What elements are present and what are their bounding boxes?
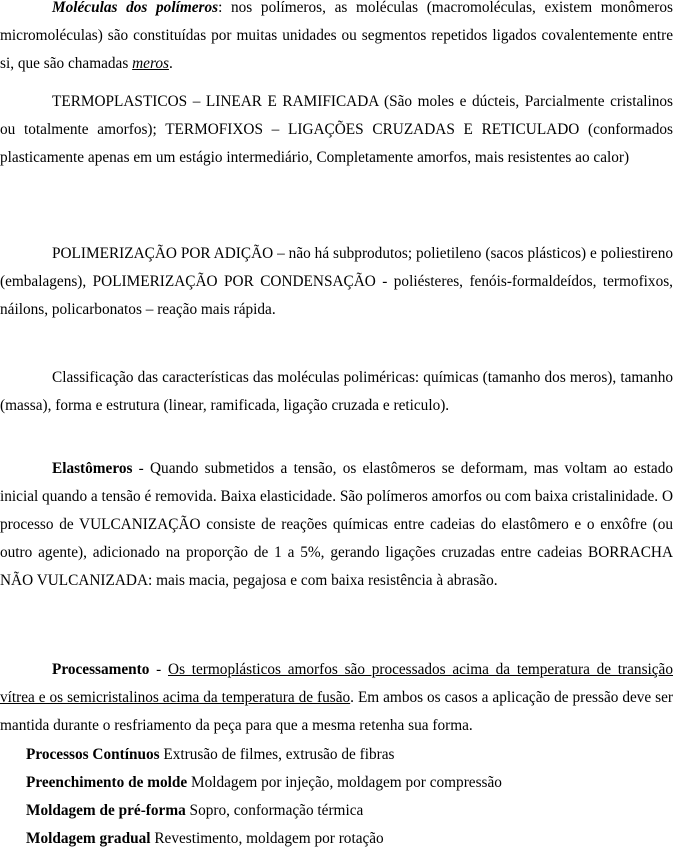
paragraph-polymerization [0, 240, 673, 324]
process-desc: Moldagem por injeção, moldagem por compressão [187, 774, 502, 791]
process-label: Moldagem gradual [26, 830, 151, 847]
list-item [26, 769, 666, 797]
paragraph-classification [0, 364, 673, 420]
term-meros: meros [132, 55, 169, 72]
processing-underlined-text: Os termoplásticos amorfos são processados acima da temperatura de transição vítrea e os semicristalinos acima da temperatura de fusão [0, 661, 673, 706]
polymerization-text: POLIMERIZAÇÃO POR ADIÇÃO – não há subprodutos; polietileno (sacos plásticos) e poliestireno (embalagens), POLIMERIZAÇÃO POR CONDENSAÇÃO - poliésteres, fenóis-formaldeídos, termofixos, náilons, policarbonatos – reação mais rápida. [0, 245, 673, 318]
processing-dash: - [149, 661, 169, 678]
polymer-molecules-end: . [168, 55, 173, 72]
list-item [26, 825, 666, 853]
list-item [26, 741, 666, 769]
thermoplastics-text: TERMOPLASTICOS – LINEAR E RAMIFICADA (São moles e dúcteis, Parcialmente cristalinos ou totalmente amorfos); TERMOFIXOS – LIGAÇÕES CRUZADAS E RETICULADO (conformados plasticamente apenas em um estágio intermediário, Completamente amorfos, mais resistentes ao calor) [0, 93, 673, 166]
elastomers-text: - Quando submetidos a tensão, os elastômeros se deformam, mas voltam ao estado inicial quando a tensão é removida. Baixa elasticidade. São polímeros amorfos ou com baixa cristalinidade. O processo de VULCANIZAÇÃO consiste de reações químicas entre cadeias do elastômero e o enxôfre (ou outro agente), adicionado na proporção de 1 a 5%, gerando ligações cruzadas entre cadeias BORRACHA NÃO VULCANIZADA: mais macia, pegajosa e com baixa resistência à abrasão. [0, 460, 673, 589]
processing-text: . Em ambos os casos a aplicação de pressão deve ser mantida durante o resfriamento da peça para que a mesma retenha sua forma. [0, 689, 673, 734]
process-label: Preenchimento de molde [26, 774, 188, 791]
paragraph-polymer-molecules [0, 0, 673, 78]
term-processing: Processamento [52, 661, 150, 678]
paragraph-elastomers [0, 455, 673, 595]
process-desc: Revestimento, moldagem por rotação [150, 830, 384, 847]
list-item [26, 797, 666, 825]
processes-list [26, 741, 666, 853]
process-desc: Sopro, conformação térmica [185, 802, 364, 819]
process-label: Moldagem de pré-forma [26, 802, 186, 819]
classification-text: Classificação das características das moléculas poliméricas: químicas (tamanho dos meros), tamanho (massa), forma e estrutura (linear, ramificada, ligação cruzada e reticulo). [0, 369, 673, 414]
term-elastomers: Elastômeros [52, 460, 133, 477]
term-polymer-molecules: Moléculas dos polímeros [52, 0, 219, 16]
process-label: Processos Contínuos [26, 746, 160, 763]
polymer-molecules-text: : nos polímeros, as moléculas (macromoléculas, existem monômeros micromoléculas) são constituídas por muitas unidades ou segmentos repetidos ligados covalentemente entre si, que são chamadas [0, 0, 674, 72]
paragraph-thermoplastics [0, 88, 673, 172]
paragraph-processing [0, 656, 673, 740]
process-desc: Extrusão de filmes, extrusão de fibras [159, 746, 395, 763]
